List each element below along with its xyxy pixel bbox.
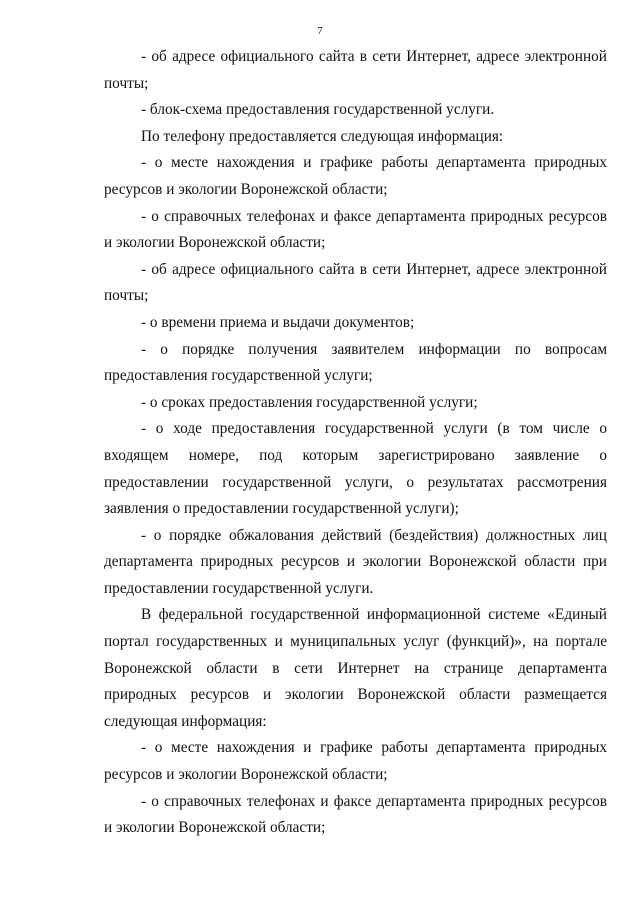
paragraph: - об адресе официального сайта в сети Интернет, адресе электронной почты;: [104, 48, 607, 92]
paragraph: - о времени приема и выдачи документов;: [141, 313, 415, 331]
paragraph: - о порядке получения заявителем информации по вопросам предоставления государственной услуги;: [104, 340, 607, 385]
paragraph: - блок-схема предоставления государственной услуги.: [141, 101, 495, 119]
paragraph: - о порядке обжалования действий (бездействия) должностных лиц департамента природных ресурсов и экологии Воронежской области при предоставлении государственной услуги.: [104, 526, 607, 597]
document-body: [104, 44, 607, 842]
paragraph: - об адресе официального сайта в сети Интернет, адресе электронной почты;: [104, 260, 607, 305]
paragraph: - о сроках предоставления государственной услуги;: [141, 393, 478, 411]
paragraph: - о месте нахождения и графике работы департамента природных ресурсов и экологии Воронежской области;: [104, 739, 607, 784]
paragraph: - о справочных телефонах и факсе департамента природных ресурсов и экологии Воронежской области;: [104, 792, 607, 837]
paragraph: - о справочных телефонах и факсе департамента природных ресурсов и экологии Воронежской области;: [104, 207, 607, 252]
paragraph: - о месте нахождения и графике работы департамента природных ресурсов и экологии Воронежской области;: [104, 154, 607, 198]
paragraph: - о ходе предоставления государственной услуги (в том числе о входящем номере, под которым зарегистрировано заявление о предоставлении государственной услуги, о результатах рассмотрения заявления о предоставлении государственной услуги);: [104, 420, 607, 518]
page-number: 7: [317, 25, 323, 37]
paragraph: По телефону предоставляется следующая информация:: [141, 127, 504, 145]
paragraph: В федеральной государственной информационной системе «Единый портал государственных и муниципальных услуг (функций)», на портале Воронежской области в сети Интернет на странице департамента природных ресурсов и экологии Воронежской области размещается следующая информация:: [104, 606, 607, 730]
